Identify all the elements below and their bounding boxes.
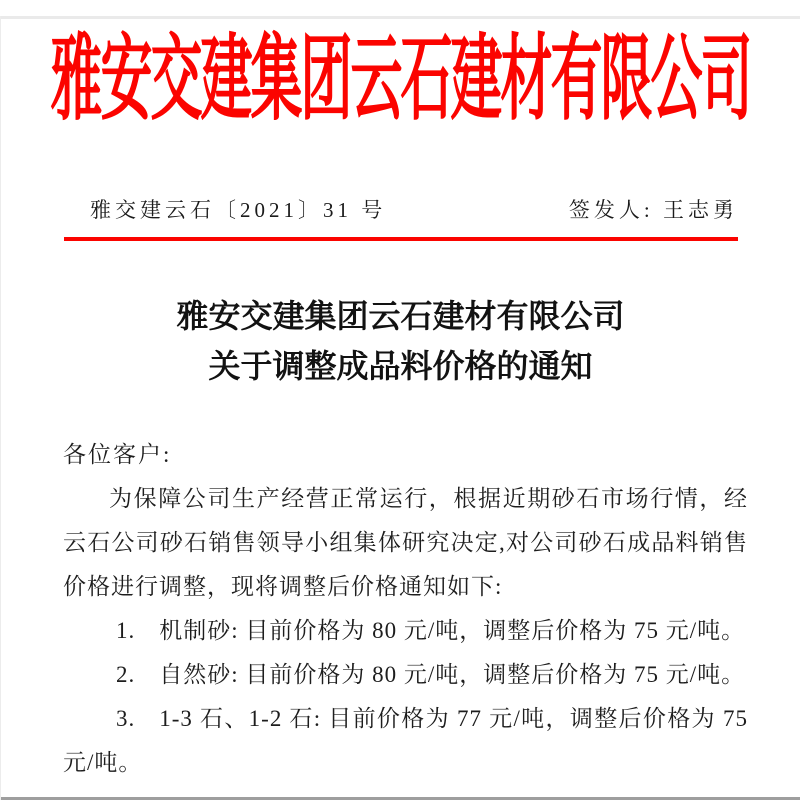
- price-item-3: [63, 697, 748, 785]
- intro-paragraph: 为保障公司生产经营正常运行，根据近期砂石市场行情，经云石公司砂石销售领导小组集体研究决定,对公司砂石成品料销售价格进行调整，现将调整后价格通知如下:: [63, 486, 748, 599]
- price-item-2-text: 自然砂: 目前价格为 80 元/吨，调整后价格为 75 元/吨。: [159, 662, 746, 687]
- price-item-1-text: 机制砂: 目前价格为 80 元/吨，调整后价格为 75 元/吨。: [159, 618, 746, 643]
- salutation: 各位客户:: [63, 442, 172, 467]
- document-title: [1, 291, 800, 391]
- letterhead-company-name: 雅安交建集团云石建材有限公司: [50, 29, 751, 133]
- red-letterhead: [1, 16, 800, 133]
- price-item-3-text: 1-3 石、1-2 石: 目前价格为 77 元/吨，调整后价格为 75 元/吨。: [63, 706, 748, 775]
- document-title-line1: 雅安交建集团云石建材有限公司: [176, 298, 625, 334]
- official-notice-document: [0, 16, 800, 800]
- document-number: 雅交建云石〔2021〕31 号: [90, 198, 387, 222]
- document-number-row: [64, 194, 738, 241]
- price-item-2-number: 2.: [116, 662, 136, 687]
- document-title-line2: 关于调整成品料价格的通知: [208, 348, 593, 384]
- price-item-1-number: 1.: [116, 618, 136, 643]
- issuer-name: 王志勇: [663, 198, 738, 222]
- price-item-2: [63, 653, 748, 697]
- price-item-1: [63, 609, 748, 653]
- issuer-label: 签发人:: [568, 198, 654, 222]
- document-body: [63, 433, 748, 785]
- issuer-field: [569, 194, 738, 224]
- price-item-3-number: 3.: [116, 706, 136, 731]
